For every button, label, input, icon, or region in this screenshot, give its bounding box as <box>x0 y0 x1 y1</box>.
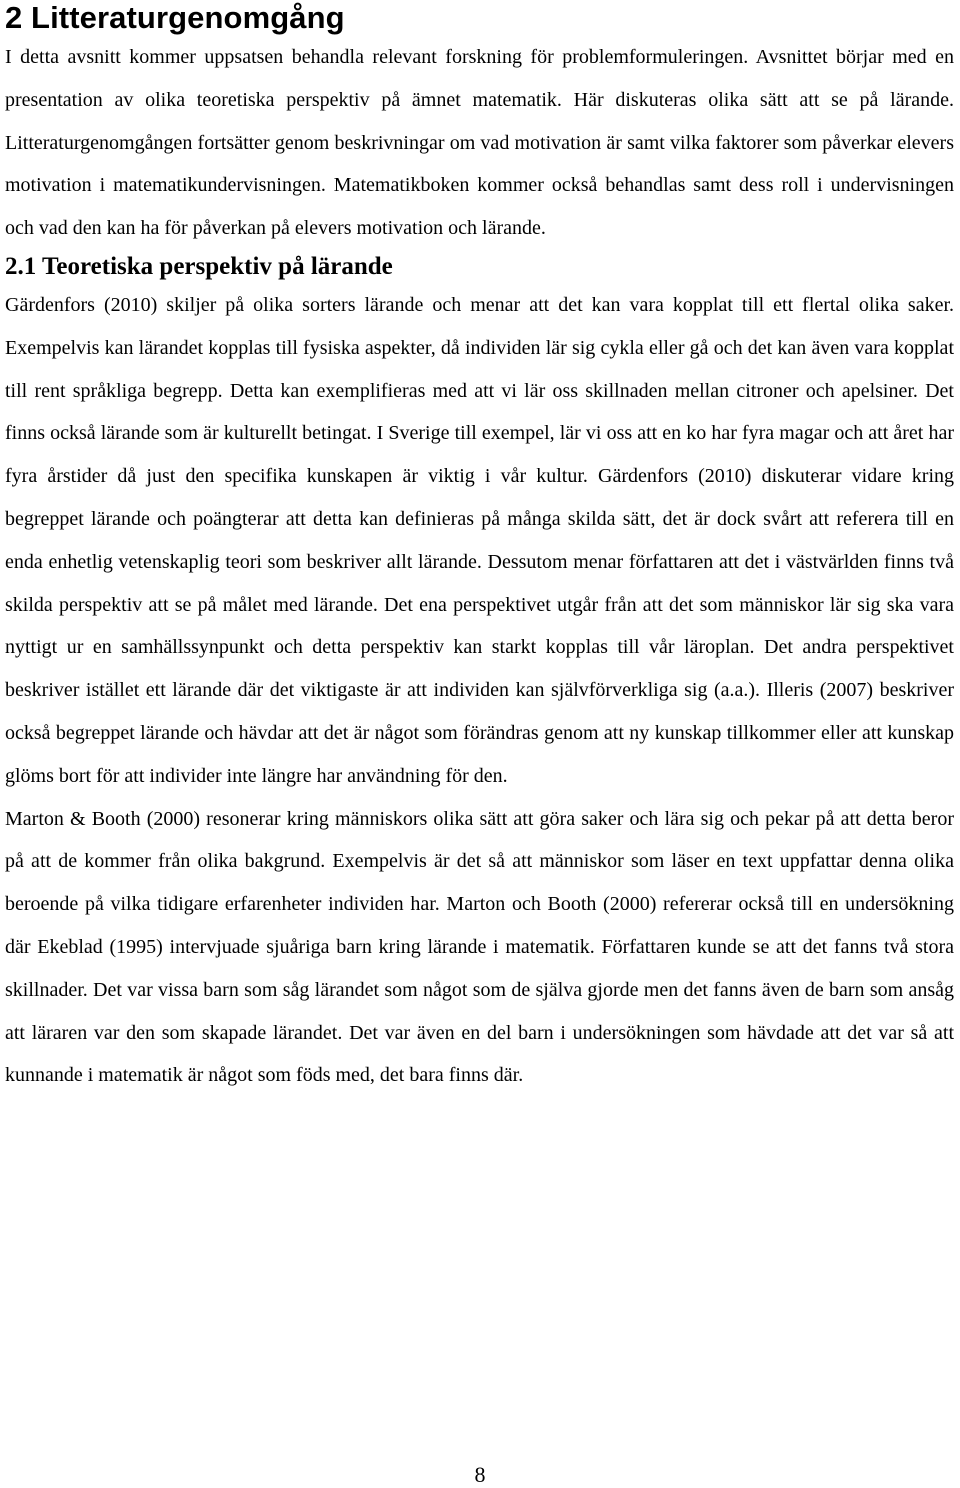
page-number: 8 <box>474 1462 486 1487</box>
chapter-heading: 2 Litteraturgenomgång <box>5 0 345 35</box>
intro-paragraph: I detta avsnitt kommer uppsatsen behandla relevant forskning för problemformuleringen. Avsnittet börjar med en presentation av olika teoretiska perspektiv på ämnet matematik. Här diskuteras olika sätt att se på lärande. Litteraturgenomgången fortsätter genom beskrivningar om vad motivation är samt vilka faktorer som påverkar elevers motivation i matematikundervisningen. Matematikboken kommer också behandlas samt dess roll i undervisningen och vad den kan ha för påverkan på elevers motivation och lärande. <box>5 46 954 240</box>
section-heading: 2.1 Teoretiska perspektiv på lärande <box>5 252 393 280</box>
body-paragraph-2: Marton & Booth (2000) resonerar kring människors olika sätt att göra saker och lära sig och pekar på att detta beror på att de kommer från olika bakgrund. Exempelvis är det så att människor som läser en text uppfattar denna olika beroende på vilka tidigare erfarenheter individen har. Marton och Booth (2000) refererar också till en undersökning där Ekeblad (1995) intervjuade sjuåriga barn kring lärande i matematik. Författaren kunde se att det fanns två stora skillnader. Det var vissa barn som såg lärandet som något som de själva gjorde men det fanns även de barn som ansåg att läraren var den som skapade lärandet. Det var även en del barn i undersökningen som hävdade att det var så att kunnande i matematik är något som föds med, det bara finns där. <box>5 807 954 1087</box>
body-paragraph-1: Gärdenfors (2010) skiljer på olika sorters lärande och menar att det kan vara kopplat till ett flertal olika saker. Exempelvis kan lärandet kopplas till fysiska aspekter, då individen lär sig cykla eller gå och det kan även vara kopplat till rent språkliga begrepp. Detta kan exemplifieras med att vi lär oss skillnaden mellan citroner och apelsiner. Det finns också lärande som är kulturellt betingat. I Sverige till exempel, lär vi oss att en ko har fyra magar och att året har fyra årstider då just den specifika kunskapen är viktig i vår kultur. Gärdenfors (2010) diskuterar vidare kring begreppet lärande och poängterar att detta kan definieras på många skilda sätt, det är dock svårt att referera till en enda enhetlig vetenskaplig teori som beskriver allt lärande. Dessutom menar författaren att det i västvärlden finns två skilda perspektiv att se på målet med lärande. Det ena perspektivet utgår från att det som människor lär sig ska vara nyttigt ur en samhällssynpunkt och detta perspektiv kan starkt kopplas till vår läroplan. Det andra perspektivet beskriver istället ett lärande där det viktigaste är att individen kan självförverkliga sig (a.a.). Illeris (2007) beskriver också begreppet lärande och hävdar att det är något som förändras genom att ny kunskap tillkommer eller att kunskap glöms bort för att individer inte längre har användning för den. <box>5 293 954 787</box>
